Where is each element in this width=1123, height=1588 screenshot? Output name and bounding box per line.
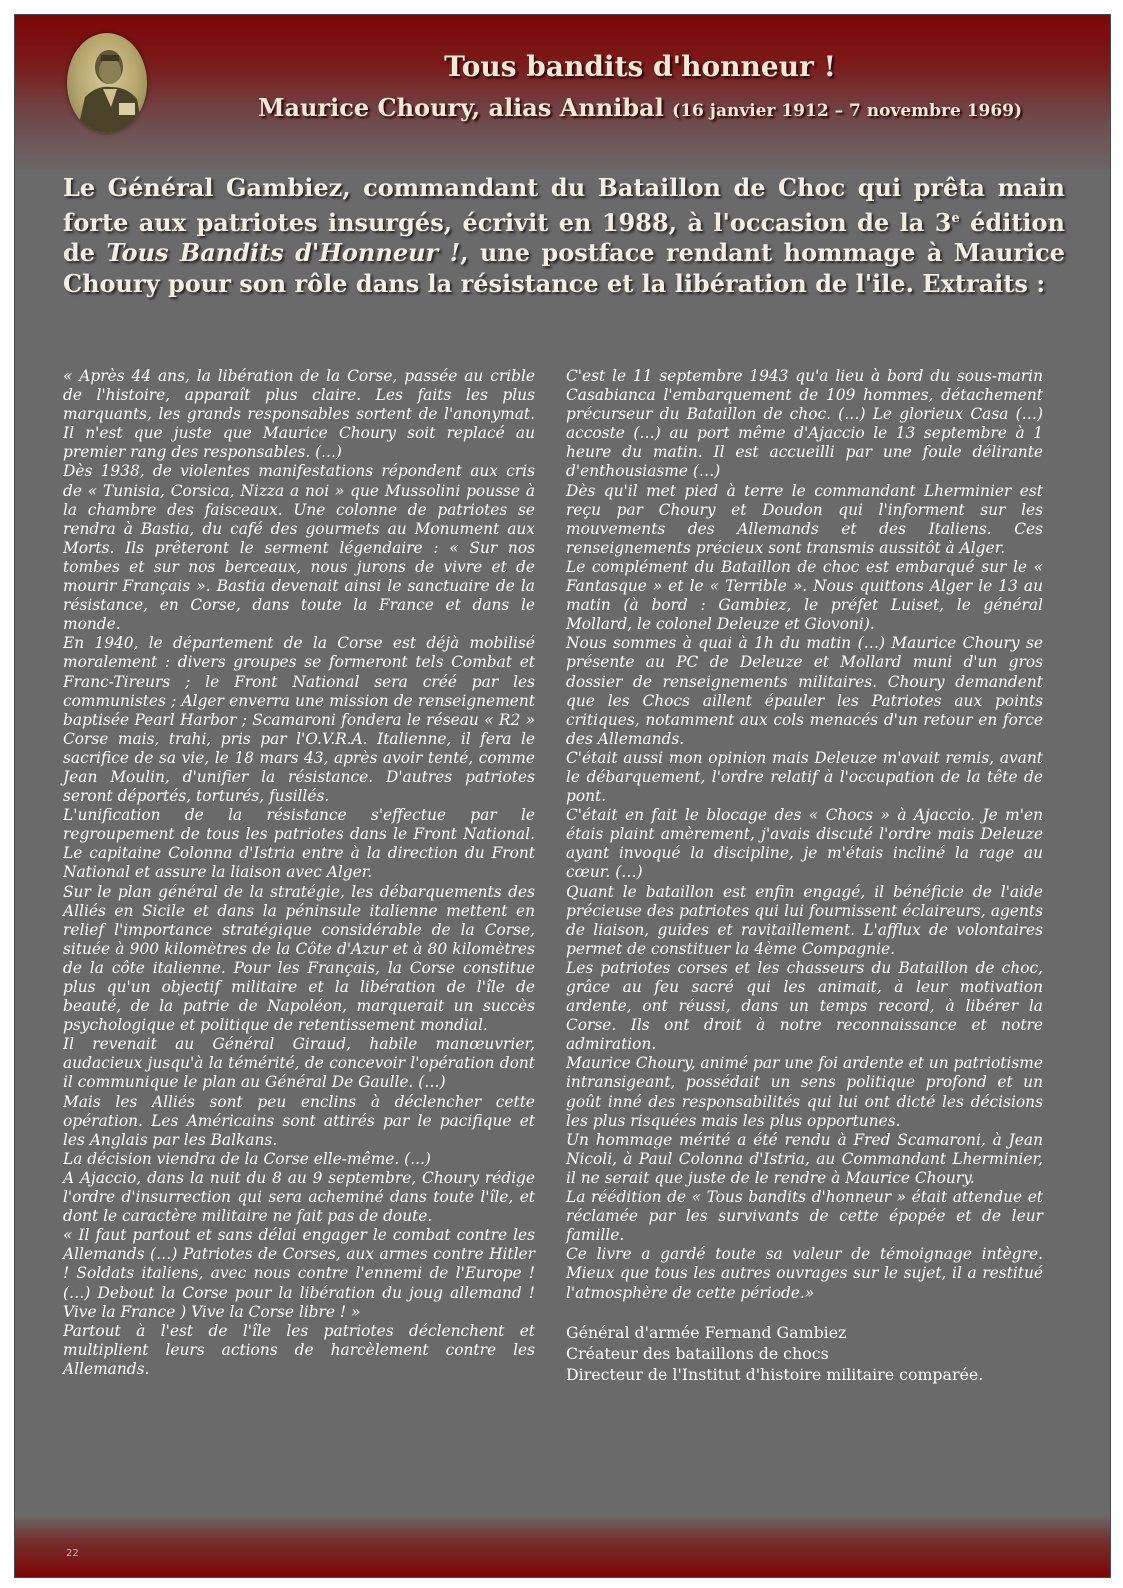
signature-line: Créateur des bataillons de chocs [566, 1343, 829, 1363]
paragraph: Partout à l'est de l'île les patriotes déclenchent et multiplient leurs actions de harcèlement contre les Allemands. [63, 1321, 535, 1378]
paragraph: Nous sommes à quai à 1h du matin (…) Maurice Choury se présente au PC de Deleuze et Mollard muni d'un gros dossier de renseignements militaires. Choury demandent que les Chocs aillent épauler les Patriotes aux points critiques, notamment aux cols menacés d'un retour en force des Allemands. [566, 634, 1043, 748]
paragraph: Il revenait au Général Giraud, habile manœuvrier, audacieux jusqu'à la témérité, de concevoir l'opération dont il communique le plan au Général De Gaulle. (…) [63, 1035, 535, 1092]
signature-line: Général d'armée Fernand Gambiez [566, 1322, 847, 1342]
intro-text: Le Général Gambiez, commandant du Bataillon de Choc qui prêta main forte aux patriotes insurgés, écrivit en 1988, à l'occasion de la 3 [63, 173, 1065, 237]
paragraph: L'unification de la résistance s'effectue par le regroupement de tous les patriotes dans le Front National. Le capitaine Colonna d'Istria entre à la direction du Front National et assure la liaison avec Alger. [63, 806, 535, 882]
page-number: 22 [66, 1548, 79, 1559]
right-column [566, 367, 1043, 1385]
intro-text: , une postface rendant hommage à Maurice Choury pour son rôle dans la résistance et la libération de l'ile. Extraits : [63, 238, 1066, 298]
paragraph: En 1940, le département de la Corse est déjà mobilisé moralement : divers groupes se formeront tels Combat et Franc-Tireurs ; le Front National sera créé par les communistes ; Alger enverra une mission de renseignement baptisée Pearl Harbor ; Scamaroni fondera le réseau « R2 » Corse mais, trahi, pris par l'O.V.R.A. Italienne, il fera le sacrifice de sa vie, le 18 mars 43, après avoir tenté, comme Jean Moulin, d'unifier la résistance. D'autres patriotes seront déportés, torturés, fusillés. [63, 634, 535, 806]
paragraph: Dès qu'il met pied à terre le commandant Lherminier est reçu par Choury et Doudon qui l'informent sur les mouvements des Allemands et des Italiens. Ces renseignements précieux sont transmis aussitôt à Alger. [566, 481, 1043, 557]
paragraph: Le complément du Bataillon de choc est embarqué sur le « Fantasque » et le « Terrible ». Nous quittons Alger le 13 au matin (à bord : Gambiez, le préfet Luiset, le général Mollard, le colonel Deleuze et Giovoni). [566, 557, 1043, 634]
intro-text: édition de [63, 207, 1065, 268]
paragraph: Mais les Alliés sont peu enclins à déclencher cette opération. Les Américains sont attirés par le pacifique et les Anglais par les Balkans. [63, 1092, 535, 1149]
paragraph: C'est le 11 septembre 1943 qu'a lieu à bord du sous-marin Casabianca l'embarquement de 109 hommes, détachement précurseur du Bataillon de choc. (…) Le glorieux Casa (…) accoste (…) au port même d'Ajaccio le 13 septembre à 1 heure du matin. Il est accueilli par une foule délirante d'enthousiasme (…) [566, 367, 1043, 481]
paragraph: « Après 44 ans, la libération de la Corse, passée au crible de l'histoire, apparaît plus claire. Les faits les plus marquants, les grands responsables sortent de l'anonymat. Il n'est que juste que Maurice Choury soit replacé au premier rang des responsables. (...) [63, 367, 535, 462]
page-frame [14, 14, 1111, 1578]
subtitle-dates: (16 janvier 1912 – 7 novembre 1969) [672, 101, 1023, 121]
paragraph: A Ajaccio, dans la nuit du 8 au 9 septembre, Choury rédige l'ordre d'insurrection qui sera acheminé dans toute l'île, et dont le caractère militaire ne fait pas de doute. [63, 1168, 535, 1226]
paragraph: La réédition de « Tous bandits d'honneur » était attendue et réclamée par les survivants de cette épopée et de leur famille. [566, 1188, 1043, 1245]
article-title: Tous bandits d'honneur ! [444, 50, 836, 83]
left-column [63, 367, 535, 1379]
paragraph: Maurice Choury, animé par une foi ardente et un patriotisme intransigeant, possédait un sens politique profond et un goût inné des responsabilités qui lui ont dicté les décisions les plus risquées mais les plus opportunes. [566, 1054, 1043, 1130]
signature-line: Directeur de l'Institut d'histoire militaire comparée. [566, 1364, 984, 1384]
intro-book-title: Tous Bandits d'Honneur ! [106, 238, 461, 268]
paragraph: « Il faut partout et sans délai engager le combat contre les Allemands (…) Patriotes de Corses, aux armes contre Hitler ! Soldats italiens, avec nous contre l'ennemi de l'Europe ! (…) Debout la Corse pour la libération du joug allemand ! Vive la France ) Vive la Corse libre ! » [63, 1226, 535, 1321]
paragraph: La décision viendra de la Corse elle-même. (...) [63, 1149, 431, 1168]
intro-paragraph [63, 173, 1065, 299]
paragraph: Un hommage mérité a été rendu à Fred Scamaroni, à Jean Nicoli, à Paul Colonna d'Istria, au Commandant Lherminier, il ne serait que juste de le rendre à Maurice Choury. [566, 1130, 1043, 1187]
article-subtitle [195, 93, 1085, 122]
signature-block [566, 1322, 1043, 1385]
paragraph: Quant le bataillon est enfin engagé, il bénéficie de l'aide précieuse des patriotes qui lui fournissent éclaireurs, agents de liaison, guides et ravitaillement. L'afflux de volontaires permet de constituer la 4ème Compagnie. [566, 882, 1043, 958]
paragraph: Sur le plan général de la stratégie, les débarquements des Alliés en Sicile et dans la péninsule italienne mettent en relief l'importance stratégique considérable de la Corse, située à 900 kilomètres de la Côte d'Azur et à 80 kilomètres de la côte italienne. Pour les Français, la Corse constitue plus qu'un objectif militaire et la libération de l'île de beauté, de la patrie de Napoléon, marquerait un succès psychologique et politique de retentissement mondial. [63, 882, 535, 1035]
paragraph: Dès 1938, de violentes manifestations répondent aux cris de « Tunisia, Corsica, Nizza a noi » que Mussolini pousse à la chambre des faisceaux. Une colonne de patriotes se rendra à Bastia, du café des gourmets au Monument aux Morts. Ils prêteront le serment légendaire : « Sur nos tombes et sur nos berceaux, nous jurons de vivre et de mourir Français ». Bastia devenait ainsi le sanctuaire de la résistance, en Corse, dans toute la France et dans le monde. [63, 462, 535, 634]
portrait-photo [67, 33, 147, 133]
paragraph: Ce livre a gardé toute sa valeur de témoignage intègre. Mieux que tous les autres ouvrages sur le sujet, il a restitué l'atmosphère de cette période.» [566, 1245, 1043, 1302]
paragraph: C'était en fait le blocage des « Chocs » à Ajaccio. Je m'en étais plaint amèrement, j'avais discuté l'ordre mais Deleuze ayant invoqué la discipline, je m'étais incliné la rage au cœur. (…) [566, 806, 1043, 882]
footer-band [15, 1515, 1110, 1577]
paragraph: Les patriotes corses et les chasseurs du Bataillon de choc, grâce au feu sacré qui les animait, à leur motivation ardente, ont réussi, dans un temps record, à libérer la Corse. Ils ont droit à notre reconnaissance et notre admiration. [566, 958, 1043, 1054]
paragraph: C'était aussi mon opinion mais Deleuze m'avait remis, avant le débarquement, l'ordre relatif à l'occupation de la tête de pont. [566, 748, 1043, 806]
intro-superscript: e [951, 210, 960, 226]
subtitle-name: Maurice Choury, alias Annibal [257, 93, 664, 122]
